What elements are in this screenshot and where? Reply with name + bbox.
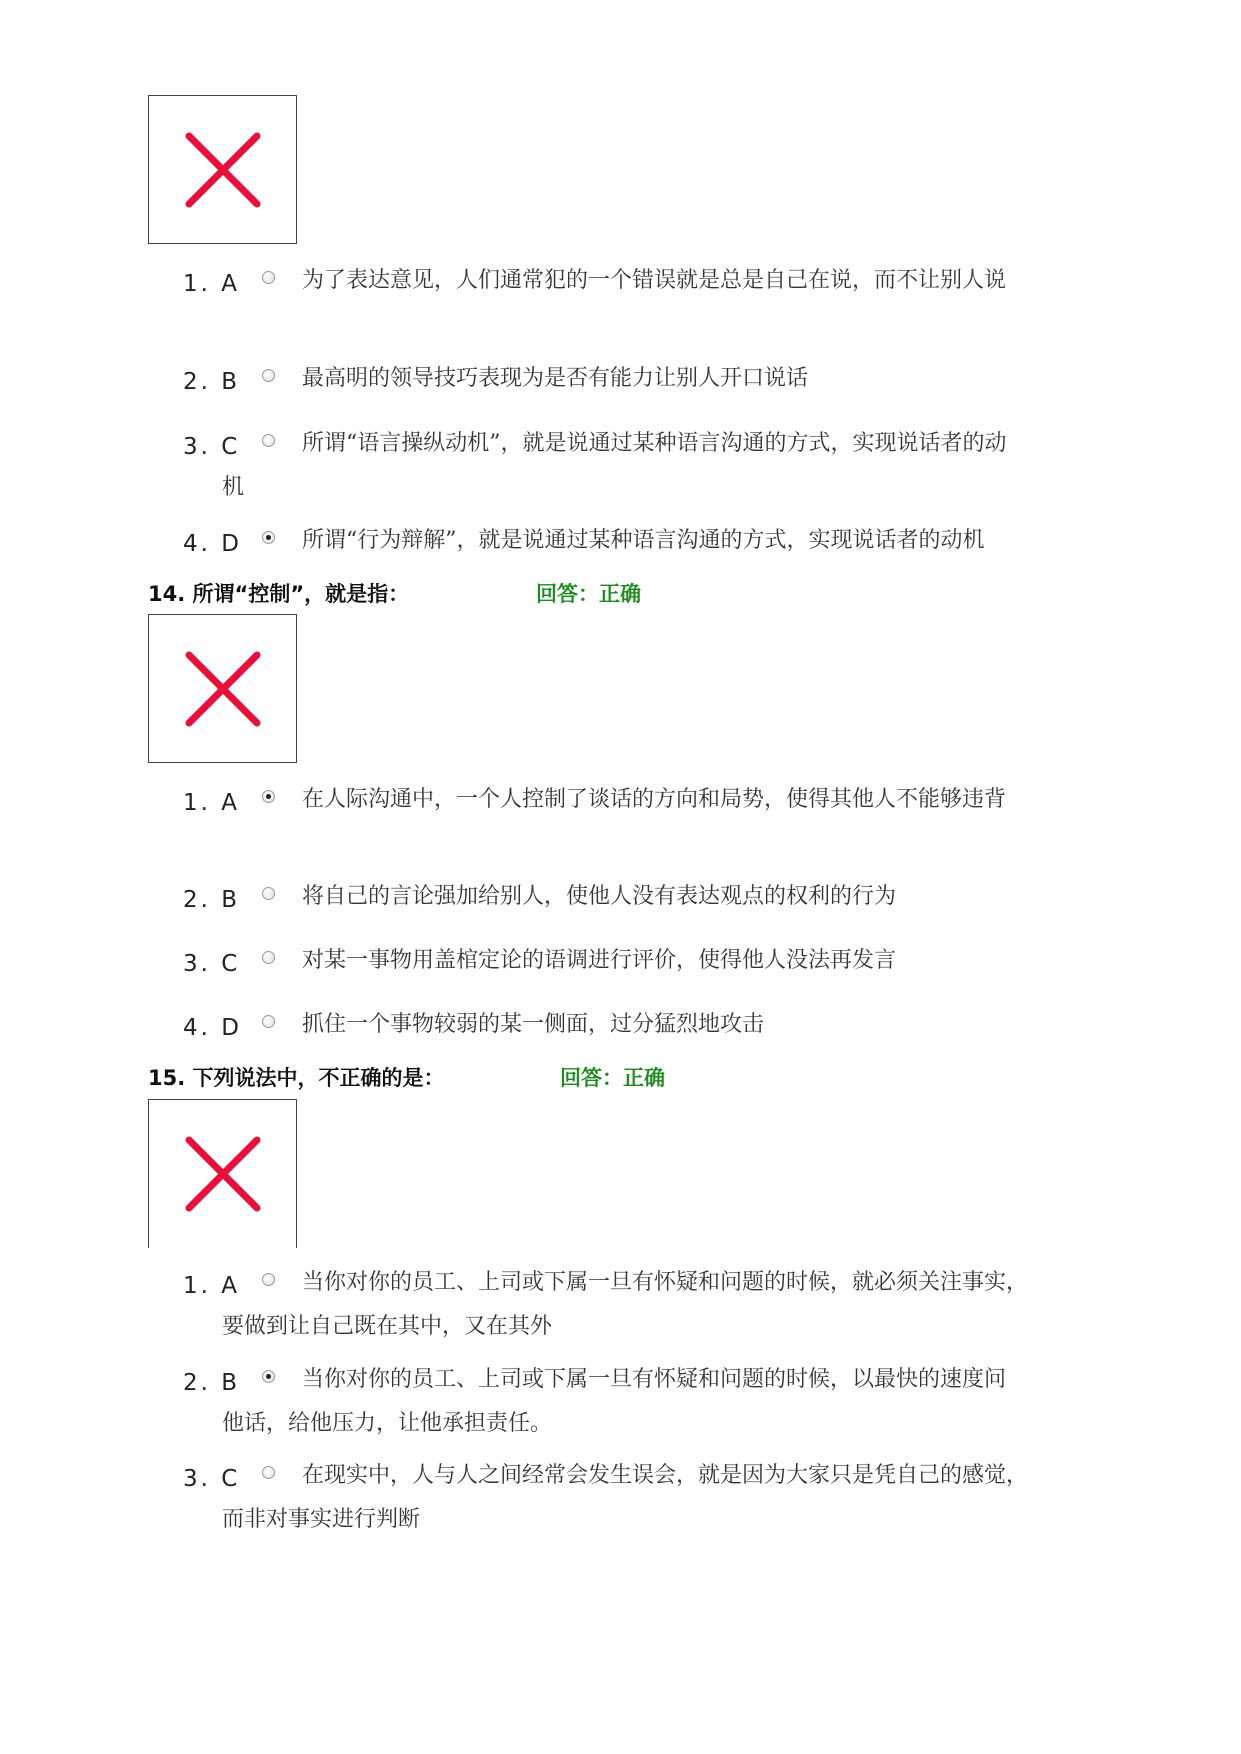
option-text: 所谓“行为辩解”，就是说通过某种语言沟通的方式，实现说话者的动机 <box>302 528 985 553</box>
broken-image-placeholder <box>148 614 297 763</box>
broken-image-x-icon <box>185 1136 261 1212</box>
radio-button[interactable] <box>262 887 275 900</box>
broken-image-placeholder <box>148 95 297 244</box>
broken-image-placeholder <box>148 1099 297 1248</box>
option-number: 1. A <box>183 790 240 816</box>
option-text: 抓住一个事物较弱的某一侧面，过分猛烈地攻击 <box>302 1012 765 1037</box>
option-text: 为了表达意见，人们通常犯的一个错误就是总是自己在说，而不让别人说 <box>302 268 1007 293</box>
radio-button[interactable] <box>262 1466 275 1479</box>
radio-button[interactable] <box>262 434 275 447</box>
option-number: 2. B <box>183 1370 241 1396</box>
radio-button[interactable] <box>262 369 275 382</box>
option-number: 3. C <box>183 434 241 460</box>
question-title: 14. 所谓“控制”，就是指： <box>148 582 410 606</box>
option-number: 2. B <box>183 369 241 395</box>
option-text: 当你对你的员工、上司或下属一旦有怀疑和问题的时候，就必须关注事实， 要做到让自己既在其中，又在其外 <box>222 1270 1029 1339</box>
broken-image-x-icon <box>185 132 261 208</box>
option-text: 将自己的言论强加给别人，使他人没有表达观点的权利的行为 <box>302 884 897 909</box>
answer-status: 回答：正确 <box>560 1066 665 1090</box>
option-number: 3. C <box>183 951 241 977</box>
option-number: 1. A <box>183 1273 240 1299</box>
answer-status: 回答：正确 <box>536 582 641 606</box>
option-number: 3. C <box>183 1466 241 1492</box>
question-title: 15. 下列说法中，不正确的是： <box>148 1066 445 1090</box>
option-number: 1. A <box>183 271 240 297</box>
option-number: 2. B <box>183 887 241 913</box>
radio-button[interactable] <box>262 271 275 284</box>
radio-button[interactable] <box>262 1273 275 1286</box>
option-number: 4. D <box>183 531 242 557</box>
broken-image-x-icon <box>185 651 261 727</box>
radio-button-selected[interactable] <box>262 1370 275 1383</box>
radio-button[interactable] <box>262 951 275 964</box>
radio-button-selected[interactable] <box>262 531 275 544</box>
option-text: 在人际沟通中，一个人控制了谈话的方向和局势，使得其他人不能够违背 <box>302 787 1007 812</box>
option-text: 对某一事物用盖棺定论的语调进行评价，使得他人没法再发言 <box>302 948 897 973</box>
option-number: 4. D <box>183 1015 242 1041</box>
radio-button[interactable] <box>262 1015 275 1028</box>
option-text: 当你对你的员工、上司或下属一旦有怀疑和问题的时候，以最快的速度问 他话，给他压力，让他承担责任。 <box>222 1367 1007 1436</box>
radio-button-selected[interactable] <box>262 790 275 803</box>
option-text: 最高明的领导技巧表现为是否有能力让别人开口说话 <box>302 366 809 391</box>
option-text: 在现实中，人与人之间经常会发生误会，就是因为大家只是凭自己的感觉， 而非对事实进行判断 <box>222 1463 1029 1532</box>
option-text: 所谓“语言操纵动机”，就是说通过某种语言沟通的方式，实现说话者的动 机 <box>222 431 1007 500</box>
